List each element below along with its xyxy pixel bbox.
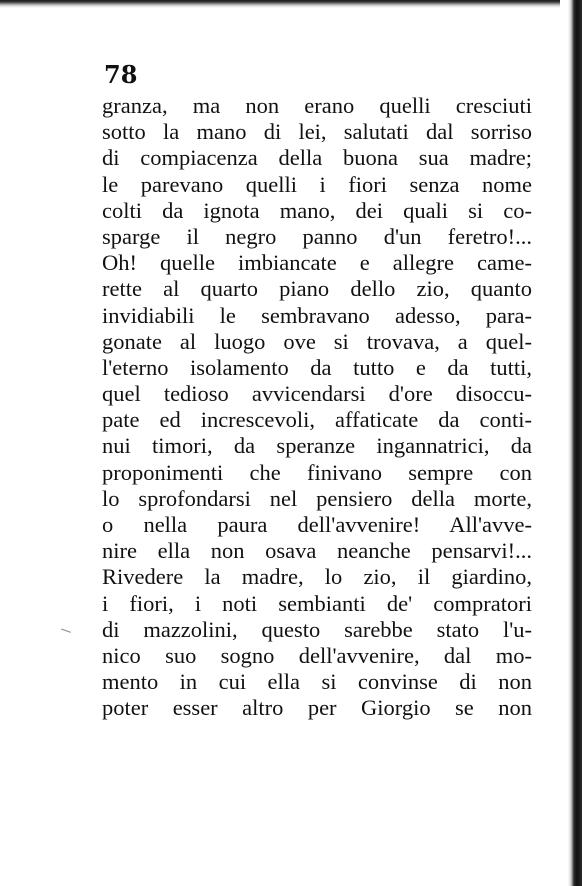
text-line: rette al quarto piano dello zio, quanto (102, 276, 532, 302)
text-line: l'eterno isolamento da tutto e da tutti, (102, 354, 532, 380)
text-line: Oh! quelle imbiancate e allegre came- (102, 250, 532, 276)
page-number: 78 (104, 60, 138, 89)
text-line: di mazzolini, questo sarebbe stato l'u- (102, 616, 532, 642)
text-line: i fiori, i noti sembianti de' compratori (102, 590, 532, 616)
text-line: poter esser altro per Giorgio se non (102, 695, 532, 721)
text-line: sotto la mano di lei, salutati dal sorriso (102, 119, 532, 145)
body-text (102, 93, 532, 722)
page-binding-edge (568, 0, 582, 886)
text-line: pate ed increscevoli, affaticate da conti- (102, 407, 532, 433)
text-line: gonate al luogo ove si trovava, a quel- (102, 328, 532, 354)
text-line: mento in cui ella si convinse di non (102, 669, 532, 695)
margin-mark (59, 629, 71, 639)
text-line: sparge il negro panno d'un feretro!... (102, 223, 532, 249)
text-line: invidiabili le sembravano adesso, para- (102, 302, 532, 328)
text-line: colti da ignota mano, dei quali si co- (102, 197, 532, 223)
page-top-edge (0, 0, 560, 8)
text-line: di compiacenza della buona sua madre; (102, 145, 532, 171)
text-line: proponimenti che finivano sempre con (102, 459, 532, 485)
text-line: Rivedere la madre, lo zio, il giardino, (102, 564, 532, 590)
text-line: nui timori, da speranze ingannatrici, da (102, 433, 532, 459)
text-line: nire ella non osava neanche pensarvi!... (102, 538, 532, 564)
text-line: o nella paura dell'avvenire! All'avve- (102, 512, 532, 537)
text-line: granza, ma non erano quelli cresciuti (102, 93, 532, 118)
text-line: lo sprofondarsi nel pensiero della morte, (102, 485, 532, 511)
text-line: quel tedioso avvicendarsi d'ore disoccu- (102, 381, 532, 407)
text-line: nico suo sogno dell'avvenire, dal mo- (102, 642, 532, 668)
text-line: le parevano quelli i fiori senza nome (102, 171, 532, 197)
